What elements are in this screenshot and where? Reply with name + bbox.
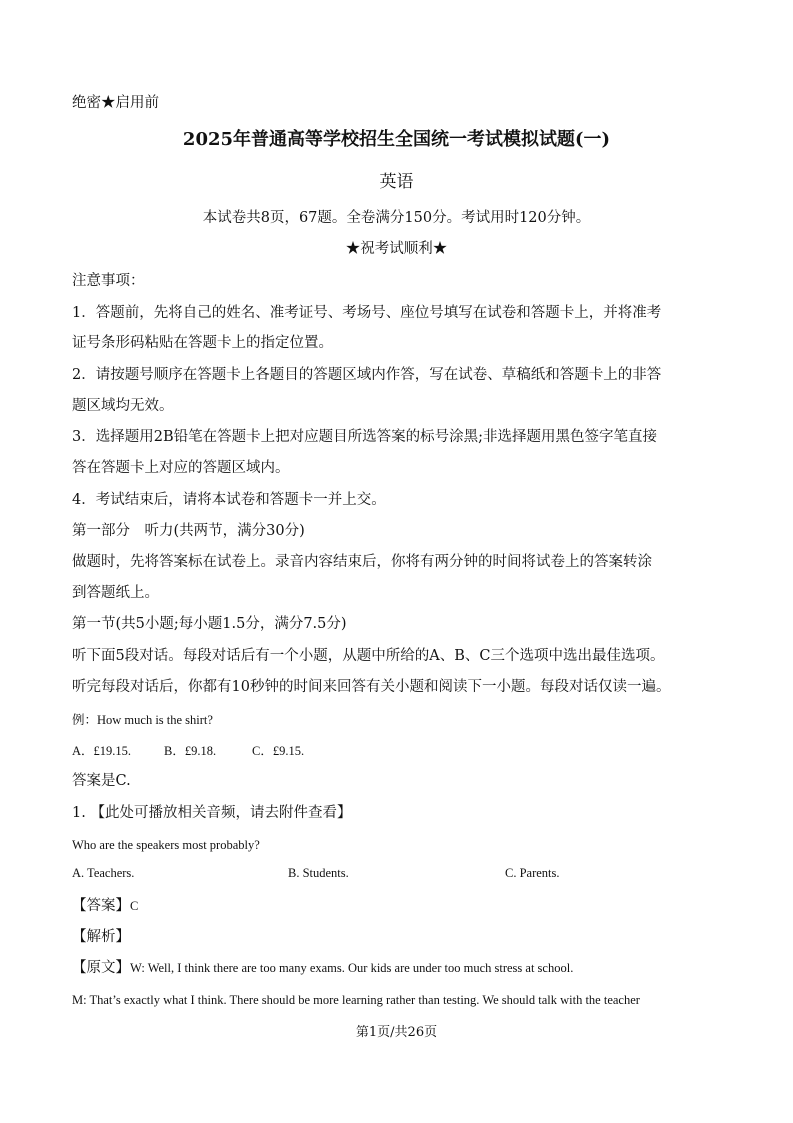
part1-heading: 第一部分 听力(共两节，满分30分) bbox=[72, 523, 305, 539]
example-answer: 答案是C. bbox=[72, 773, 131, 789]
question-1-text: Who are the speakers most probably? bbox=[72, 838, 260, 852]
part1-instruction-line-1: 做题时，先将答案标在试卷上。录音内容结束后，你将有两分钟的时间将试卷上的答案转涂 bbox=[72, 554, 652, 570]
answer-label: 【答案】 bbox=[72, 898, 130, 914]
example-question: 例：How much is the shirt? bbox=[72, 713, 213, 727]
note-2-line-2: 题区域均无效。 bbox=[72, 398, 174, 414]
note-3-line-1: 3．选择题用2B铅笔在答题卡上把对应题目所选答案的标号涂黑;非选择题用黑色签字笔直接 bbox=[72, 429, 657, 445]
section1-instruction-line-2: 听完每段对话后，你都有10秒钟的时间来回答有关小题和阅读下一小题。每段对话仅读一遍。 bbox=[72, 679, 671, 695]
transcript-label: 【原文】 bbox=[72, 960, 130, 976]
question-1-option-b: B. Students. bbox=[288, 866, 349, 880]
section1-instruction-line-1: 听下面5段对话。每段对话后有一个小题，从题中所给的A、B、C三个选项中选出最佳选项。 bbox=[72, 648, 665, 664]
note-2-line-1: 2．请按题号顺序在答题卡上各题目的答题区域内作答，写在试卷、草稿纸和答题卡上的非答 bbox=[72, 367, 662, 383]
question-1-option-a: A. Teachers. bbox=[72, 866, 135, 880]
question-1-answer-row bbox=[72, 897, 138, 915]
exam-title: 2025年普通高等学校招生全国统一考试模拟试题(一) bbox=[182, 129, 611, 150]
transcript-text-1: W: Well, I think there are too many exams. Our kids are under too much stress at school. bbox=[130, 961, 574, 975]
note-1-line-2: 证号条形码粘贴在答题卡上的指定位置。 bbox=[72, 335, 333, 351]
question-1-option-c: C. Parents. bbox=[505, 866, 560, 880]
note-3-line-2: 答在答题卡上对应的答题区域内。 bbox=[72, 460, 290, 476]
transcript-line-2: M: That’s exactly what I think. There should be more learning rather than testing. We should talk with the teacher bbox=[72, 993, 640, 1007]
answer-value: C bbox=[130, 899, 139, 913]
exam-info: 本试卷共8页，67题。全卷满分150分。考试用时120分钟。 bbox=[202, 210, 591, 226]
example-option-c: C．£9.15. bbox=[252, 744, 305, 758]
page-footer: 第1页/共26页 bbox=[355, 1025, 438, 1040]
example-option-a: A．£19.15. bbox=[72, 744, 132, 758]
section1-heading: 第一节(共5小题;每小题1.5分，满分7.5分) bbox=[72, 616, 347, 632]
part1-instruction-line-2: 到答题纸上。 bbox=[72, 585, 159, 601]
question-1-title: 1. 【此处可播放相关音频，请去附件查看】 bbox=[72, 805, 352, 821]
confidential-mark: 绝密★启用前 bbox=[72, 95, 159, 111]
note-1-line-1: 1．答题前，先将自己的姓名、准考证号、考场号、座位号填写在试卷和答题卡上，并将准考 bbox=[72, 305, 662, 321]
example-option-b: B．£9.18. bbox=[164, 744, 217, 758]
subject-title: 英语 bbox=[379, 172, 414, 192]
good-luck-line: ★祝考试顺利★ bbox=[345, 241, 448, 257]
transcript-line-1 bbox=[72, 959, 573, 977]
analysis-label: 【解析】 bbox=[72, 929, 130, 945]
notes-heading: 注意事项： bbox=[72, 273, 145, 289]
note-4-line-1: 4．考试结束后，请将本试卷和答题卡一并上交。 bbox=[72, 492, 386, 508]
